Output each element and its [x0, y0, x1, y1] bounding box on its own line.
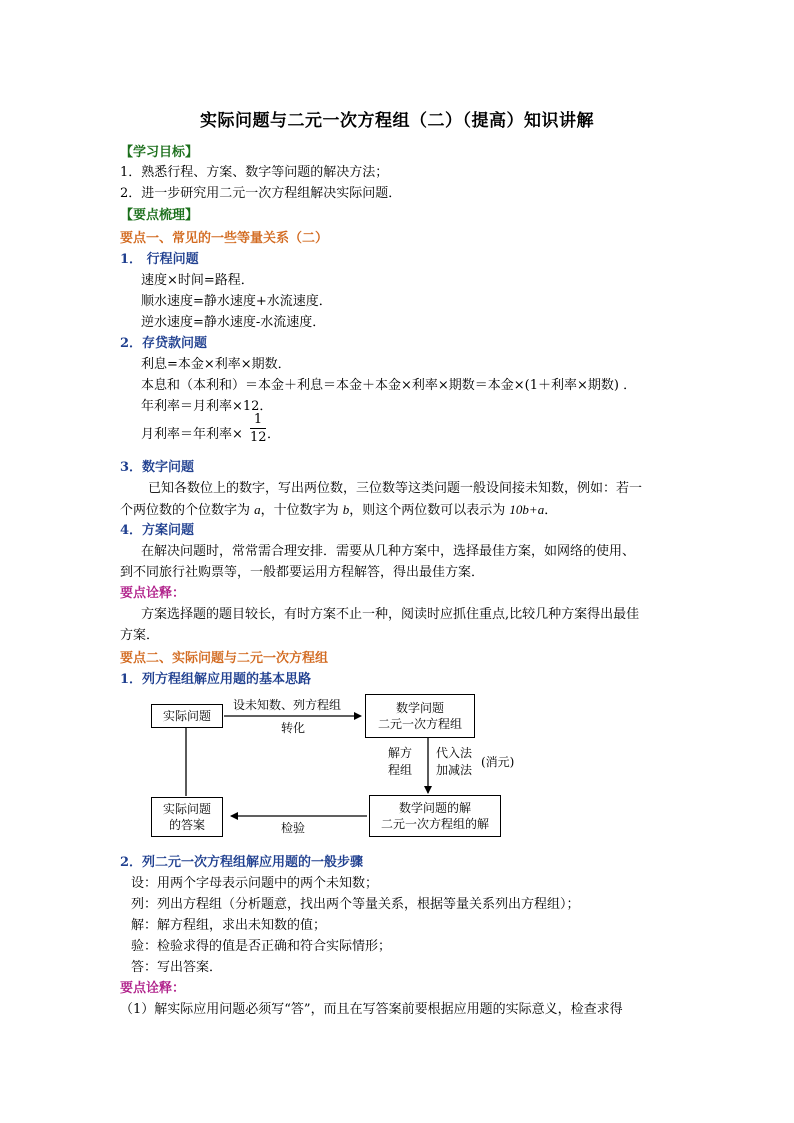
- note2-para-1: （1）解实际应用问题必须写“答”，而且在写答案前要根据应用题的实际意义，检查求得: [120, 1002, 623, 1017]
- expr-10b-plus-a: 10b+a: [509, 502, 545, 517]
- var-a: a: [254, 502, 261, 517]
- flow-box-math-l2: 二元一次方程组: [377, 717, 462, 731]
- digit-para-1: 已知各数位上的数字，写出两位数，三位数等这类问题一般设间接未知数，例如：若一: [148, 481, 643, 496]
- digit-para-2a: 个两位数的个位数字为: [120, 503, 255, 518]
- digit-heading: 3．数字问题: [120, 460, 195, 475]
- flow-box-solution-l1: 数学问题的解: [398, 801, 471, 815]
- flow-box-math-solution: [369, 795, 501, 837]
- deposit-line-3: 年利率＝月利率×12．: [141, 399, 273, 414]
- deposit-line-1: 利息=本金×利率×期数．: [141, 357, 291, 372]
- objective-item-2: 2．进一步研究用二元一次方程组解决实际问题．: [120, 186, 402, 201]
- steps-heading: 2．列二元一次方程组解应用题的一般步骤: [120, 855, 364, 870]
- step-item-check: 验：检验求得的值是否正确和符合实际情形；: [131, 939, 392, 954]
- digit-para-2c: ，则这个两位数可以表示为: [349, 503, 510, 518]
- flow-box-math-l1: 数学问题: [395, 701, 444, 715]
- fraction-bar: [250, 428, 266, 429]
- plan-para-2: 到不同旅行社购票等，一般都要运用方程解答，得出最佳方案．: [120, 565, 485, 580]
- deposit-line-4: 月利率＝年利率×: [141, 427, 243, 442]
- travel-line-3: 逆水速度=静水速度-水流速度．: [141, 315, 326, 330]
- flow-label-solve-l1: 解方: [388, 746, 413, 760]
- plan-heading: 4．方案问题: [120, 523, 195, 538]
- point1-heading: 要点一、常见的一些等量关系（二）: [120, 231, 329, 246]
- flow-label-elimination: (消元): [481, 755, 515, 769]
- point2-heading: 要点二、实际问题与二元一次方程组: [120, 651, 329, 666]
- page-title: 实际问题与二元一次方程组（二）（提高）知识讲解: [200, 111, 594, 131]
- travel-heading: 1． 行程问题: [120, 252, 199, 267]
- flow-label-convert: 转化: [281, 721, 306, 735]
- digit-para-2b: ，十位数字为: [260, 503, 343, 518]
- travel-line-1: 速度×时间=路程．: [141, 273, 254, 288]
- objective-item-1: 1．熟悉行程、方案、数字等问题的解决方法；: [120, 165, 389, 180]
- flow-label-method-l1: 代入法: [436, 746, 473, 760]
- fraction-denominator: 12: [250, 430, 267, 445]
- flow-label-check: 检验: [281, 821, 306, 835]
- deposit-line-2: 本息和（本利和）＝本金＋利息＝本金＋本金×利率×期数＝本金×(1＋利率×期数) ．: [141, 378, 637, 393]
- var-b: b: [342, 502, 350, 517]
- fraction-numerator: 1: [253, 412, 263, 427]
- note1-para-2: 方案．: [120, 628, 160, 643]
- flow-box-answer: [151, 797, 223, 837]
- method-heading: 1．列方程组解应用题的基本思路: [120, 672, 312, 687]
- flow-box-math-problem: [365, 694, 475, 738]
- note2-heading: 要点诠释：: [120, 981, 186, 996]
- objectives-heading: 【学习目标】: [120, 145, 199, 160]
- step-item-answer: 答：写出答案．: [131, 960, 223, 975]
- flow-label-solve-l2: 程组: [388, 763, 413, 777]
- flow-box-answer-l1: 实际问题: [162, 802, 211, 816]
- summary-heading: 【要点梳理】: [120, 208, 199, 223]
- digit-para-2: [120, 502, 557, 519]
- digit-para-2d: ．: [544, 503, 558, 518]
- travel-line-2: 顺水速度=静水速度+水流速度．: [141, 294, 332, 309]
- step-item-set: 设：用两个字母表示问题中的两个未知数；: [131, 876, 379, 891]
- deposit-heading: 2．存贷款问题: [120, 336, 208, 351]
- flow-box-answer-l2: 的答案: [168, 818, 205, 832]
- note1-para-1: 方案选择题的题目较长，有时方案不止一种，阅读时应抓住重点,比较几种方案得出最佳: [141, 607, 640, 622]
- fraction-one-twelfth: [250, 412, 266, 445]
- flow-label-set-unknowns: 设未知数、列方程组: [233, 698, 342, 712]
- flow-box-actual-problem-label: 实际问题: [162, 709, 211, 723]
- flow-box-actual-problem: [151, 704, 223, 728]
- plan-para-1: 在解决问题时，常常需合理安排．需要从几种方案中，选择最佳方案，如网络的使用、: [141, 544, 636, 559]
- step-item-list: 列：列出方程组（分析题意，找出两个等量关系，根据等量关系列出方程组）；: [131, 897, 580, 912]
- flow-box-solution-l2: 二元一次方程组的解: [380, 817, 489, 831]
- flow-label-method-l2: 加减法: [436, 763, 473, 777]
- note1-heading: 要点诠释：: [120, 586, 186, 601]
- deposit-line-4-end: ．: [267, 427, 281, 442]
- step-item-solve: 解：解方程组，求出未知数的值；: [131, 918, 327, 933]
